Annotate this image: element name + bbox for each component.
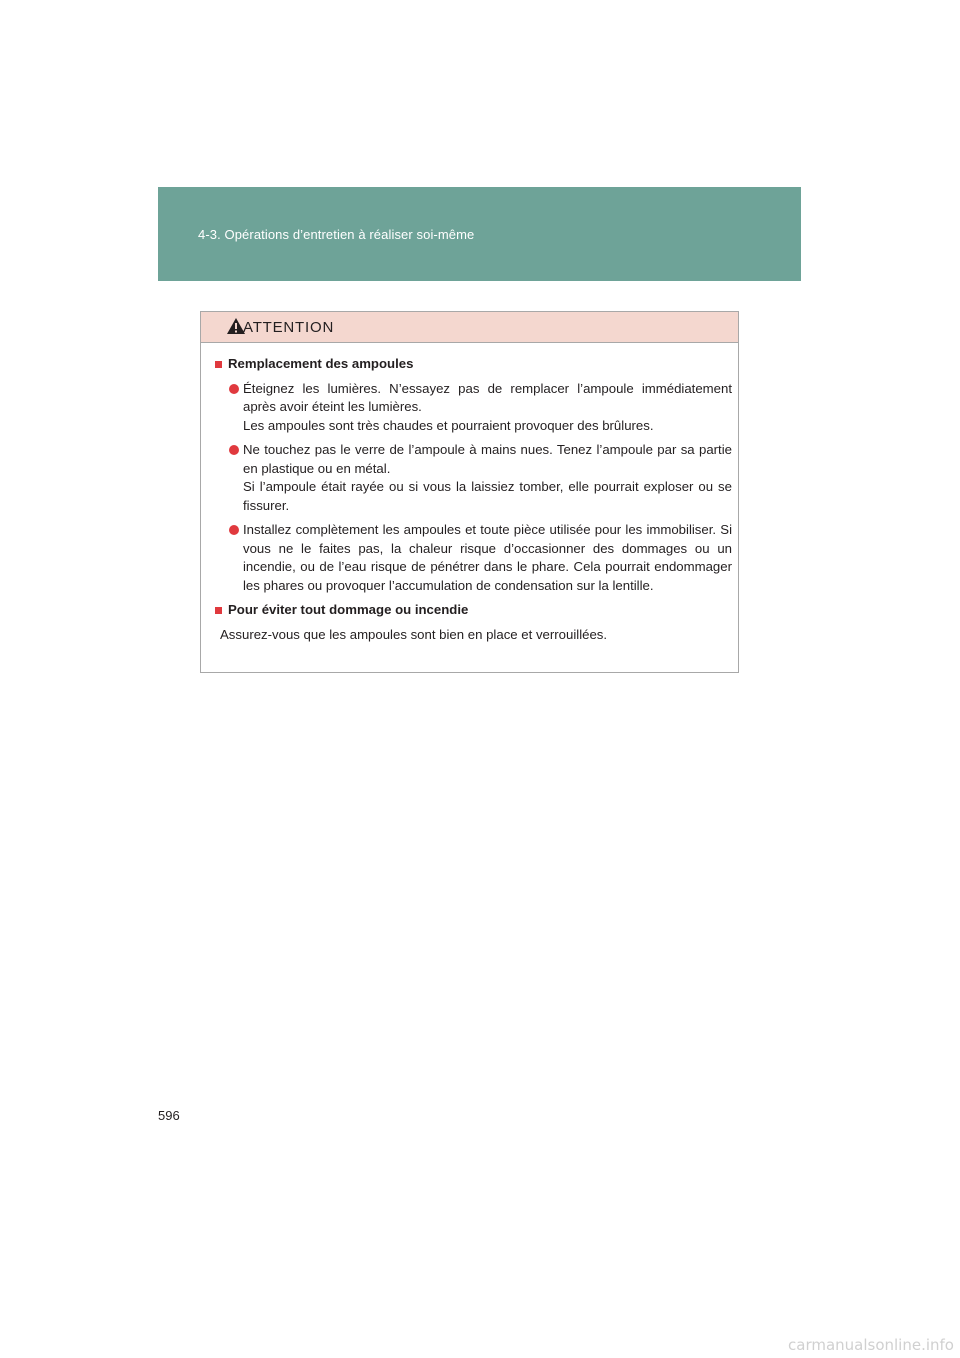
- round-bullet-icon: [229, 384, 239, 394]
- square-bullet-icon: [215, 361, 222, 368]
- bullet-line: Installez complètement les ampoules et toute pièce utilisée pour les immobiliser. Si vous ne le faites pas, la chaleur risque d’occasionner des dommages ou un incendie, ou de l’eau risque de pénétrer dans le phare. Cela pourrait endommager les phares ou provoquer l’accumulation de condensation sur la lentille.: [243, 522, 732, 593]
- watermark: carmanualsonline.info: [788, 1336, 954, 1354]
- chapter-title: 4-3. Opérations d’entretien à réaliser soi-même: [198, 227, 475, 242]
- section-heading-text: Pour éviter tout dommage ou incendie: [228, 602, 469, 617]
- warning-header: [201, 312, 738, 343]
- section-heading-text: Remplacement des ampoules: [228, 356, 414, 371]
- section-heading-bulbs: [215, 355, 732, 374]
- bullet-text: [243, 441, 732, 515]
- bullet-line: Éteignez les lumières. N’essayez pas de remplacer l’ampoule immédiatement après avoir éteint les lumières.: [243, 380, 732, 414]
- round-bullet-icon: [229, 525, 239, 535]
- bullet-text: [243, 380, 732, 436]
- warning-title: ATTENTION: [243, 319, 335, 336]
- bullet-line: Les ampoules sont très chaudes et pourraient provoquer des brûlures.: [243, 417, 654, 433]
- bullet-item: [229, 441, 732, 515]
- bullet-item: [229, 380, 732, 436]
- bullet-line: Si l’ampoule était rayée ou si vous la laissiez tomber, elle pourrait exploser ou se fissurer.: [243, 479, 732, 513]
- section-heading-damage: [215, 601, 732, 620]
- square-bullet-icon: [215, 607, 222, 614]
- warning-box: [200, 311, 739, 673]
- section-text: Assurez-vous que les ampoules sont bien en place et verrouillées.: [220, 626, 608, 642]
- bullet-line: Ne touchez pas le verre de l’ampoule à mains nues. Tenez l’ampoule par sa partie en plastique ou en métal.: [243, 442, 732, 476]
- round-bullet-icon: [229, 445, 239, 455]
- bullet-item: [229, 521, 732, 595]
- bullet-text: [243, 521, 732, 595]
- warning-body: [201, 343, 738, 644]
- chapter-header-band: [158, 187, 801, 281]
- page-number: 596: [158, 1108, 180, 1123]
